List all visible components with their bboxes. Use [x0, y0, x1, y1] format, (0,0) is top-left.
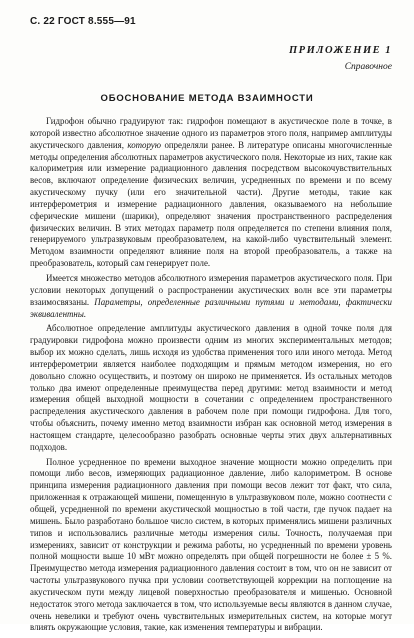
- section-title: ОБОСНОВАНИЕ МЕТОДА ВЗАИМНОСТИ: [100, 93, 314, 104]
- paragraph-2: [30, 273, 392, 320]
- appendix-label: ПРИЛОЖЕНИЕ 1: [289, 45, 392, 56]
- paragraph-1-part-a: Гидрофон обычно градуируют так: гидрофон помещают в акустическое поле в точке, в которой известно абсолютное значение одного из параметров этого поля, например амплитуды акустического давления,: [30, 116, 392, 150]
- paragraph-2-part-a: Имеется множество методов абсолютного измерения параметров акустического поля. При условии некоторых допущений о распространении акустических волн все эти параметры взаимосвязаны.: [30, 272, 392, 307]
- paragraph-4: Полное усредненное по времени выходное значение мощности можно определить при помощи либо весов, измеряющих радиационное давление, либо калориметром. В основе принципа измерения радиационного давления при помощи весов лежит тот факт, что сила, приложенная к отражающей мишени, помещенную в ультразвуковом поле, можно соотнести с общей, усредненной по времени акустической мощностью в той части, где пучок падает на мишень. Было разработано большое число систем, в которых применялись мишени различных типов и использовались различные методы измерения силы. Точность, получаемая при измерениях, зависит от конструкции и режима работы, но усредненный по времени уровень полной мощности выше 10 мВт можно определять при общей погрешности не более ± 5 %. Преимущество метода измерения радиационного давления состоит в том, что он не зависит от частоты ультразвукового пучка при условии соответствующей коррекции на поглощение на акустическом пути между лицевой поверхностью преобразователя и мишенью. Основной недостаток этого метода заключается в том, что используемые весы являются в данном случае, очень невелики и требуют очень чувствительных измерительных систем, на которые могут влиять окружающие условия, такие, как изменения температуры и вибрации.: [30, 456, 392, 633]
- paragraph-1-emphasis: которую: [127, 139, 162, 150]
- paragraph-2-emphasis: Параметры, определенные различными путями и методами, фактически эквивалентны.: [30, 296, 392, 319]
- paragraph-3: Абсолютное определение амплитуды акустического давления в одной точке поля для градуировки гидрофона можно произвести одним из многих экспериментальных методов; выбор их можно сделать, лишь исходя из удобства применения того или иного метода. Метод интерферометрии является наиболее подходящим и прямым методом измерения, но его довольно сложно осуществить, и поэтому он широко не применяется. Из остальных методов только два имеют определенные преимущества перед другими: метод взаимности и метод измерения общей выходной мощности в сочетании с определением пространственного распределения акустического давления в рабочем поле при помощи гидрофона. Для того, чтобы объяснить, почему именно метод взаимности избран как основной метод измерения в настоящем стандарте, целесообразно разобрать основные черты этих двух альтернативных подходов.: [30, 323, 392, 452]
- appendix-type: Справочное: [344, 62, 392, 72]
- paragraph-1-part-c: определяли ранее. В литературе описаны многочисленные методы определения абсолютных параметров акустического поля. Некоторые из них, такие как калориметрия или измерение радиационного давления посредством высокочувствительных весов, включают определение физических величин, усредненных по времени и по всему акустическому пучку (или его значительной части). Другие методы, такие как интерферометрия и измерение радиационного давления, оказываемого на небольшие сферические мишени (шарики), определяют значения пространственного распределения физических величин. В этих методах параметр поля определяется по степени влияния поля, генерируемого ультразвуковым преобразователем, на какой-либо чувствительный элемент. Методом взаимности определяют влияние поля на второй преобразователь, а также на преобразователь, который сам генерирует поле.: [30, 139, 392, 269]
- page-header: С. 22 ГОСТ 8.555—91: [30, 16, 136, 27]
- paragraph-1: [30, 116, 392, 270]
- body-text: [30, 116, 392, 638]
